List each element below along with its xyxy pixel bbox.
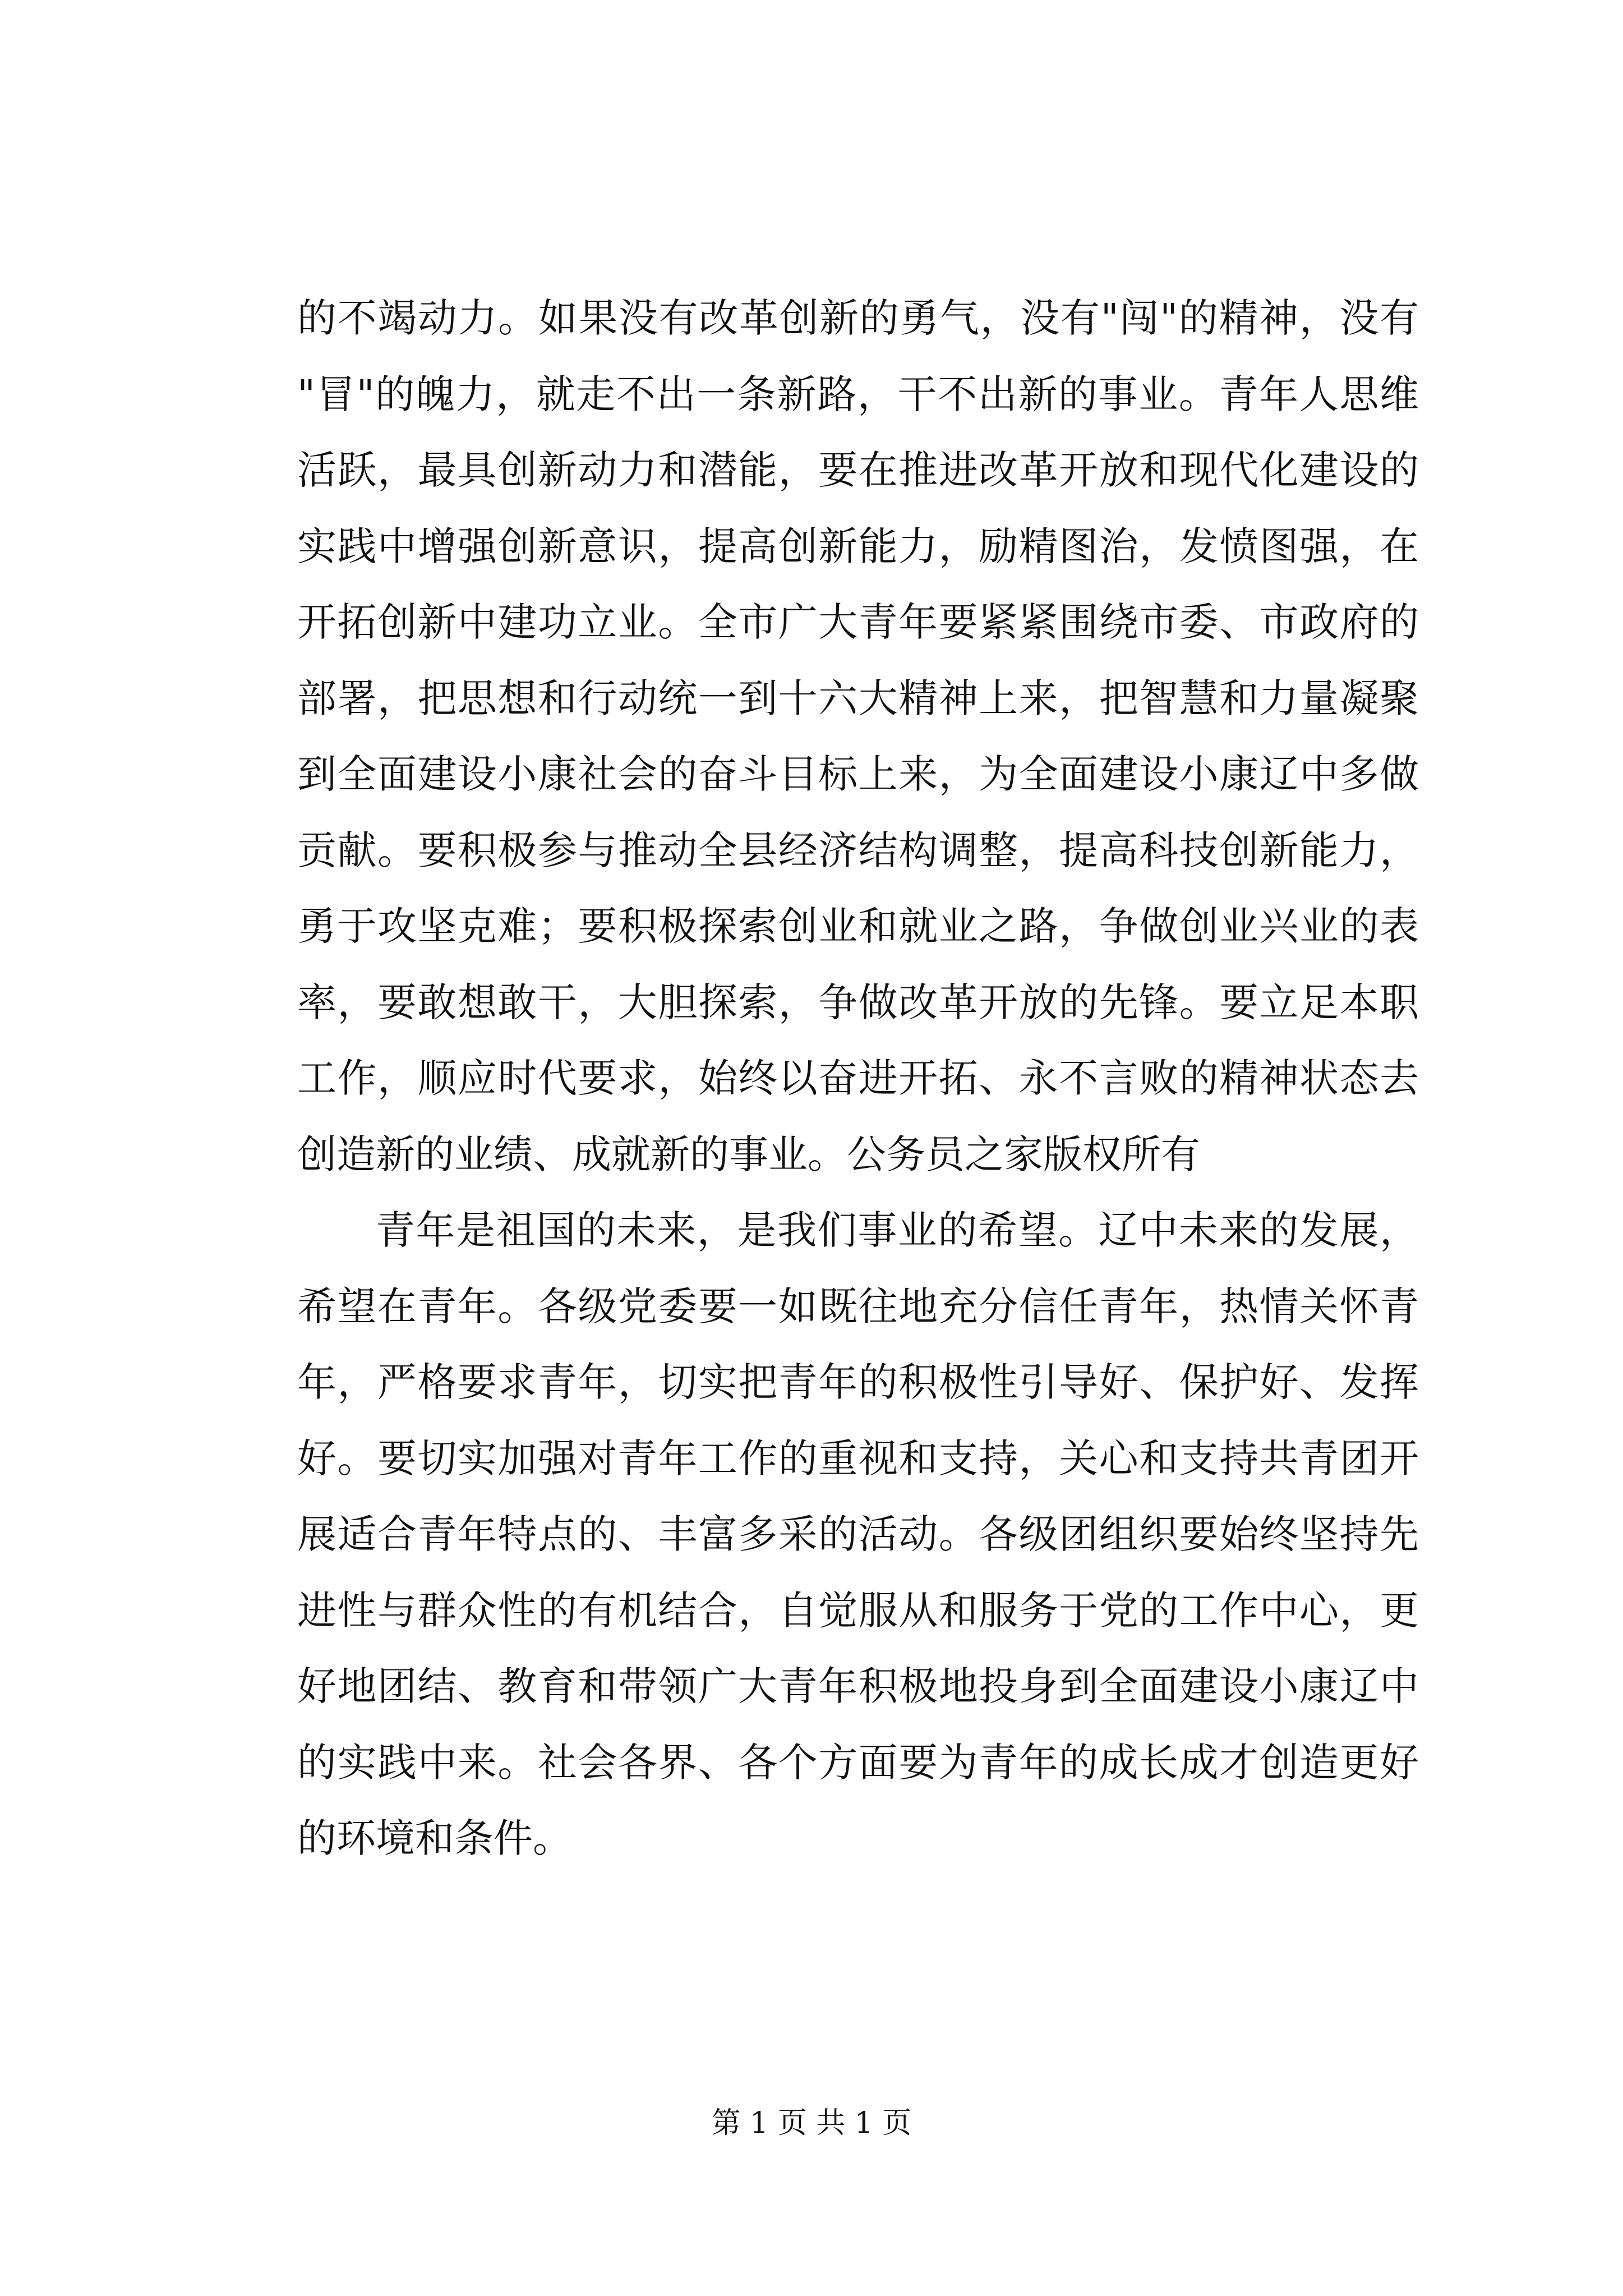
- paragraph-2-line: 的实践中来。社会各界、各个方面要为青年的成长成才创造更好: [297, 1739, 1419, 1786]
- paragraph-1-line: 工作，顺应时代要求，始终以奋进开拓、永不言败的精神状态去: [297, 1055, 1419, 1101]
- page-number-label: 第 1 页 共 1 页: [711, 2106, 912, 2140]
- paragraph-1-line: 实践中增强创新意识，提高创新能力，励精图治，发愤图强，在: [297, 523, 1419, 569]
- paragraph-1-line: 到全面建设小康社会的奋斗目标上来，为全面建设小康辽中多做: [297, 751, 1419, 797]
- paragraph-1-line: 的不竭动力。如果没有改革创新的勇气，没有"闯"的精神，没有: [297, 295, 1419, 341]
- body-text: [297, 280, 1419, 1877]
- paragraph-2-line: 的环境和条件。: [297, 1815, 572, 1861]
- paragraph-2-line: 好地团结、教育和带领广大青年积极地投身到全面建设小康辽中: [297, 1663, 1419, 1709]
- paragraph-2-line: 展适合青年特点的、丰富多采的活动。各级团组织要始终坚持先: [297, 1511, 1419, 1557]
- paragraph-2-line: 好。要切实加强对青年工作的重视和支持，关心和支持共青团开: [297, 1435, 1419, 1481]
- paragraph-1-line: 活跃，最具创新动力和潜能，要在推进改革开放和现代化建设的: [297, 447, 1419, 493]
- paragraph-2-line: 年，严格要求青年，切实把青年的积极性引导好、保护好、发挥: [297, 1359, 1419, 1405]
- paragraph-1-line: 部署，把思想和行动统一到十六大精神上来，把智慧和力量凝聚: [297, 675, 1419, 721]
- paragraph-2-line: 希望在青年。各级党委要一如既往地充分信任青年，热情关怀青: [297, 1283, 1419, 1329]
- paragraph-1-line: 率，要敢想敢干，大胆探索，争做改革开放的先锋。要立足本职: [297, 979, 1419, 1025]
- paragraph-1-line: 勇于攻坚克难；要积极探索创业和就业之路，争做创业兴业的表: [297, 903, 1419, 949]
- paragraph-1-line: 贡献。要积极参与推动全县经济结构调整，提高科技创新能力，: [297, 827, 1419, 873]
- paragraph-1-line: "冒"的魄力，就走不出一条新路，干不出新的事业。青年人思维: [297, 371, 1419, 417]
- paragraph-2-line: 进性与群众性的有机结合，自觉服从和服务于党的工作中心，更: [297, 1587, 1419, 1634]
- page-footer: [0, 2099, 1623, 2141]
- paragraph-2-line: 青年是祖国的未来，是我们事业的希望。辽中未来的发展，: [376, 1207, 1419, 1253]
- paragraph-1-line: 创造新的业绩、成就新的事业。公务员之家版权所有: [297, 1131, 1200, 1177]
- paragraph-1-line: 开拓创新中建功立业。全市广大青年要紧紧围绕市委、市政府的: [297, 599, 1419, 645]
